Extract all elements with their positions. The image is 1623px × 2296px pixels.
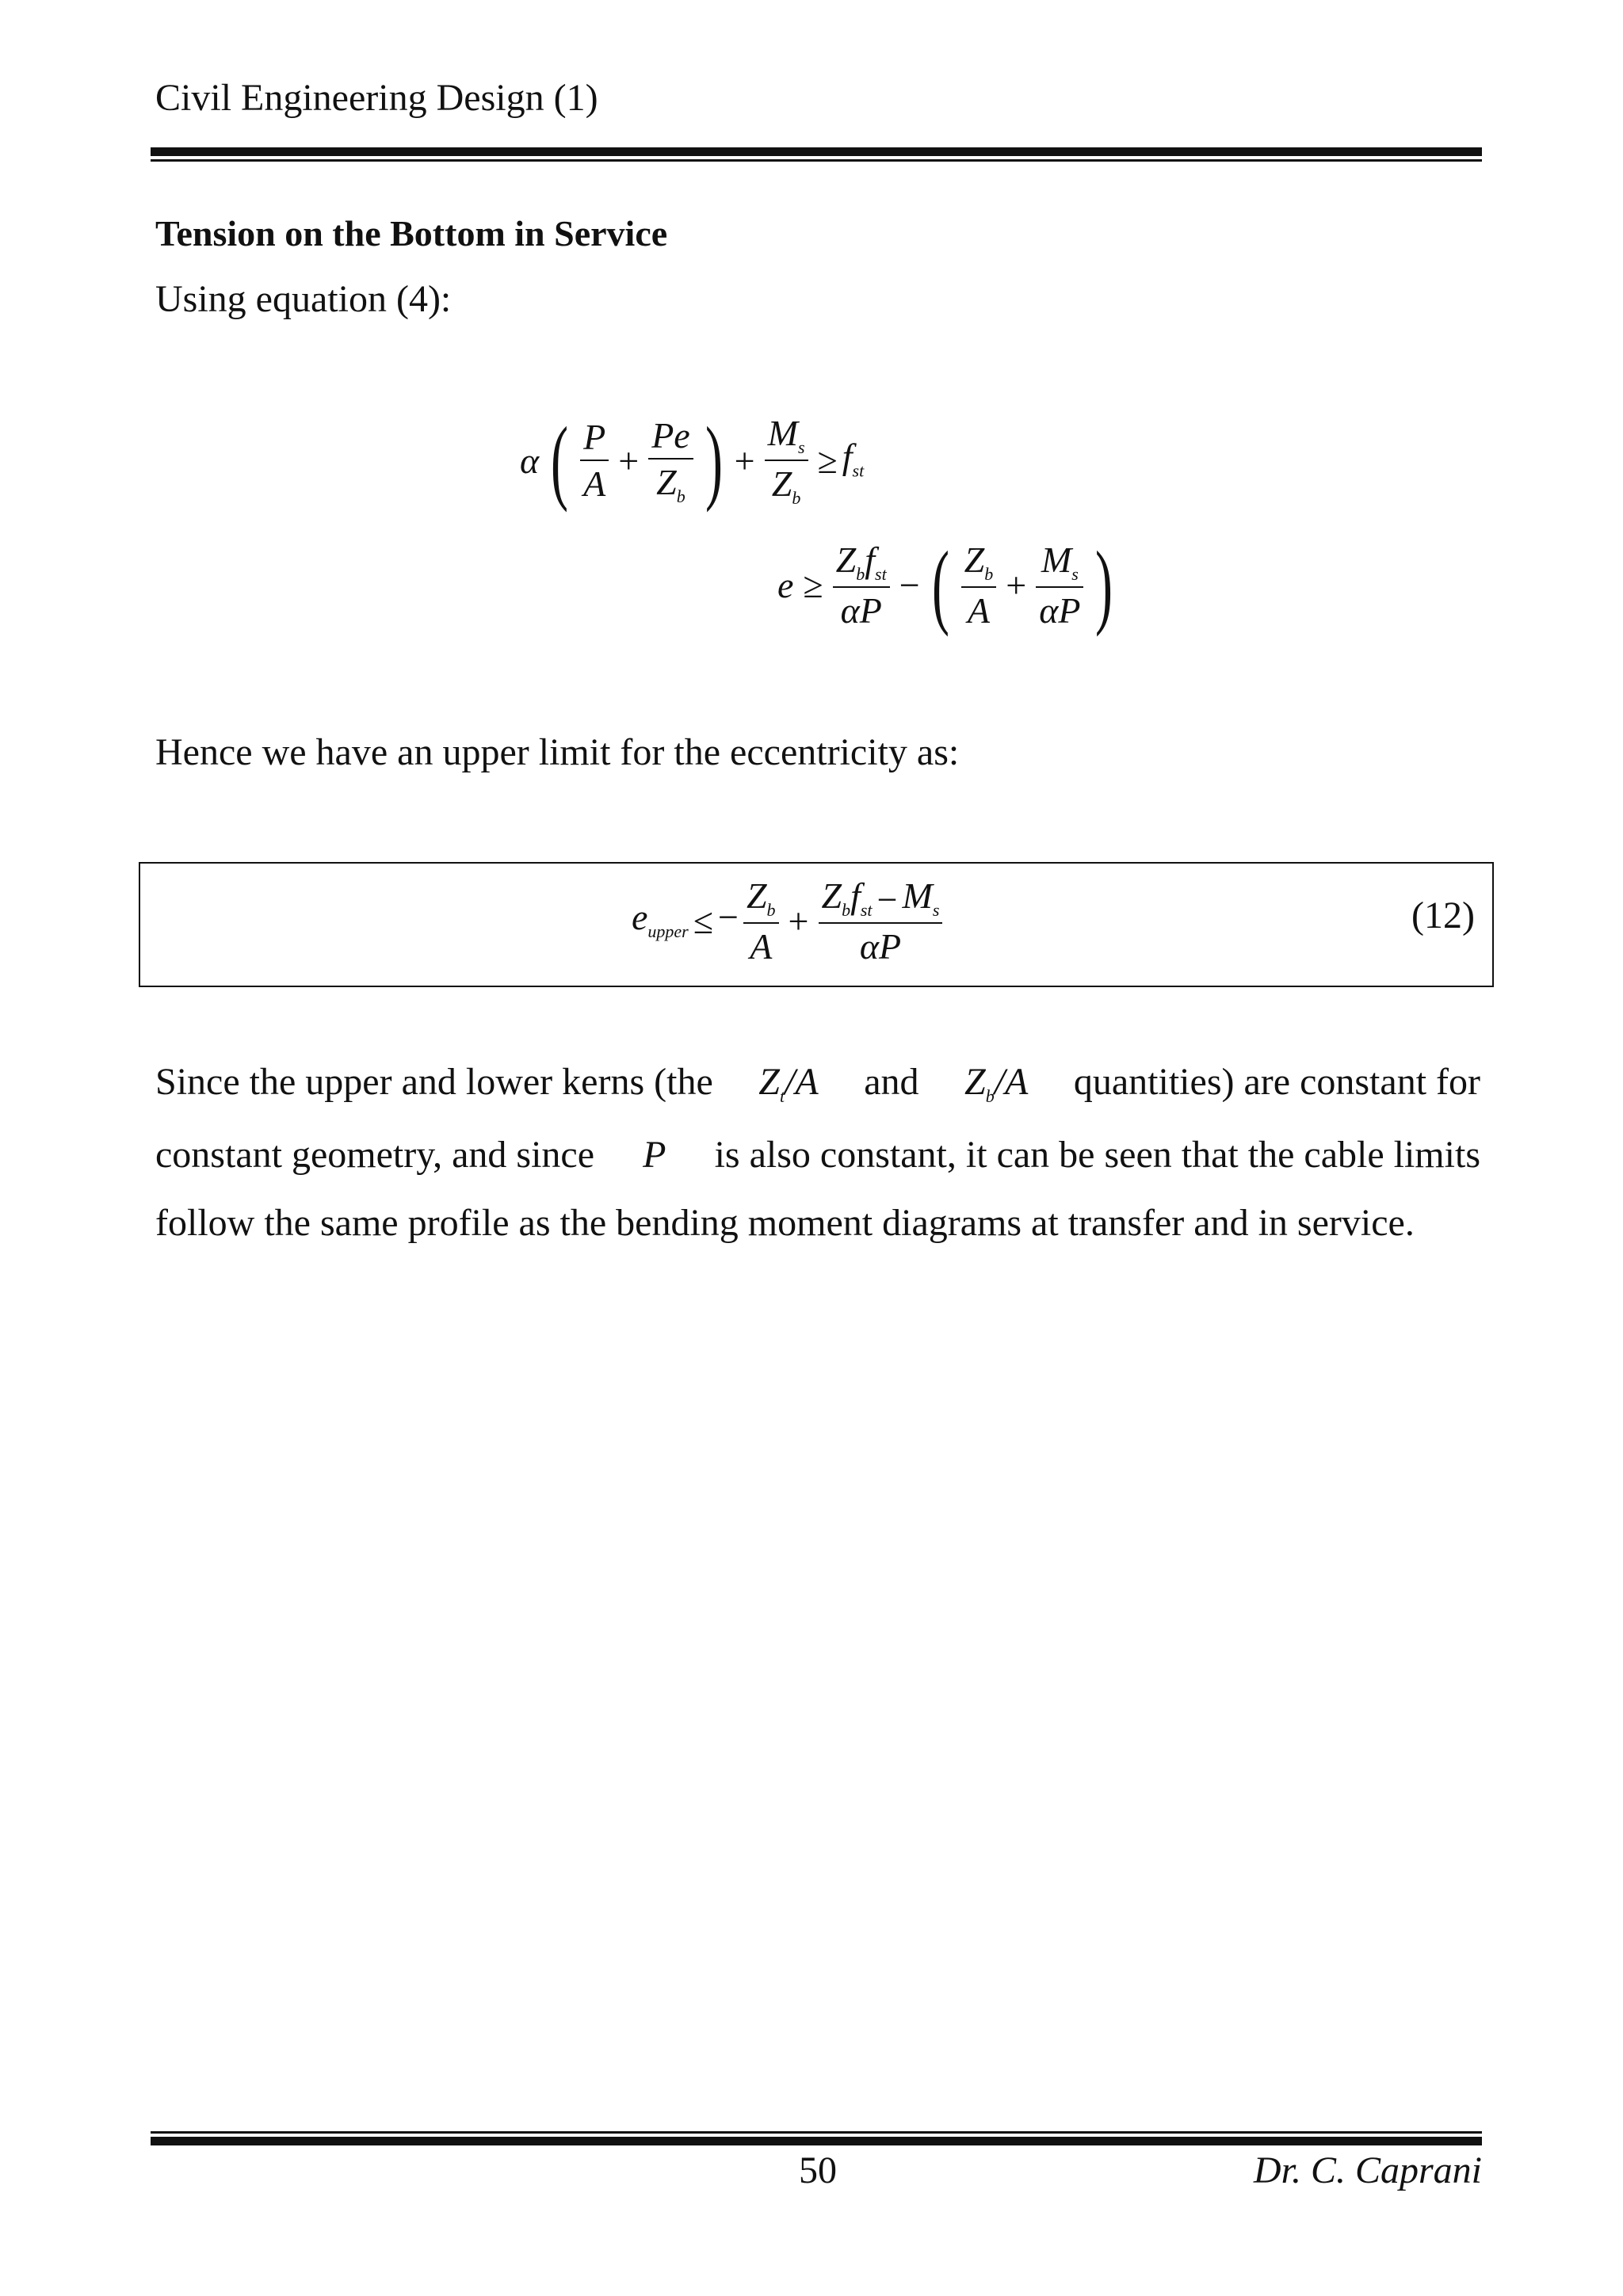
footer-rule (151, 2137, 1482, 2145)
footer-author: Dr. C. Caprani (1253, 2149, 1482, 2191)
eccentricity-solve-equation: e ≥ $\frac{Z_bf_{st}}{\alpha P}$ − ( $\frac{Z_b}{A}$ + $\frac{M_s}{\alpha P}$ ) (777, 532, 1113, 637)
section-heading: Tension on the Bottom in Service (155, 213, 668, 254)
equation-number: (12) (1411, 894, 1475, 936)
page-number: 50 (799, 2149, 837, 2191)
inequality-equation: α ( $\frac{P}{A}$ + $\frac{Pe}{Z_b}$ ) + $\frac{M_s}{Z_b}$ ≥ $f_{st}$ (520, 407, 865, 513)
paragraph-upper-limit: Hence we have an upper limit for the eccentricity as: (155, 731, 960, 773)
footer-rule-thin (151, 2131, 1482, 2134)
paragraph-kerns-line1: Since the upper and lower kerns (the $Z_t/A$ and $Z_b/A$ quantities) are constant for (155, 1061, 1480, 1106)
header-rule-thin (151, 159, 1482, 162)
paragraph-kerns-line3: follow the same profile as the bending moment diagrams at transfer and in service. (155, 1202, 1415, 1244)
paragraph-kerns-line2: constant geometry, and since P is also constant, it can be seen that the cable limits (155, 1134, 1480, 1176)
header-title: Civil Engineering Design (1) (155, 77, 598, 119)
intro-text: Using equation (4): (155, 278, 452, 320)
upper-eccentricity-equation: $e_{upper}$ ≤ − $\frac{Z_b}{A}$ + $\frac{Z_bf_{st} - M_s}{\alpha P}$ (632, 875, 947, 967)
header-rule (151, 147, 1482, 156)
boxed-equation (139, 862, 1494, 987)
